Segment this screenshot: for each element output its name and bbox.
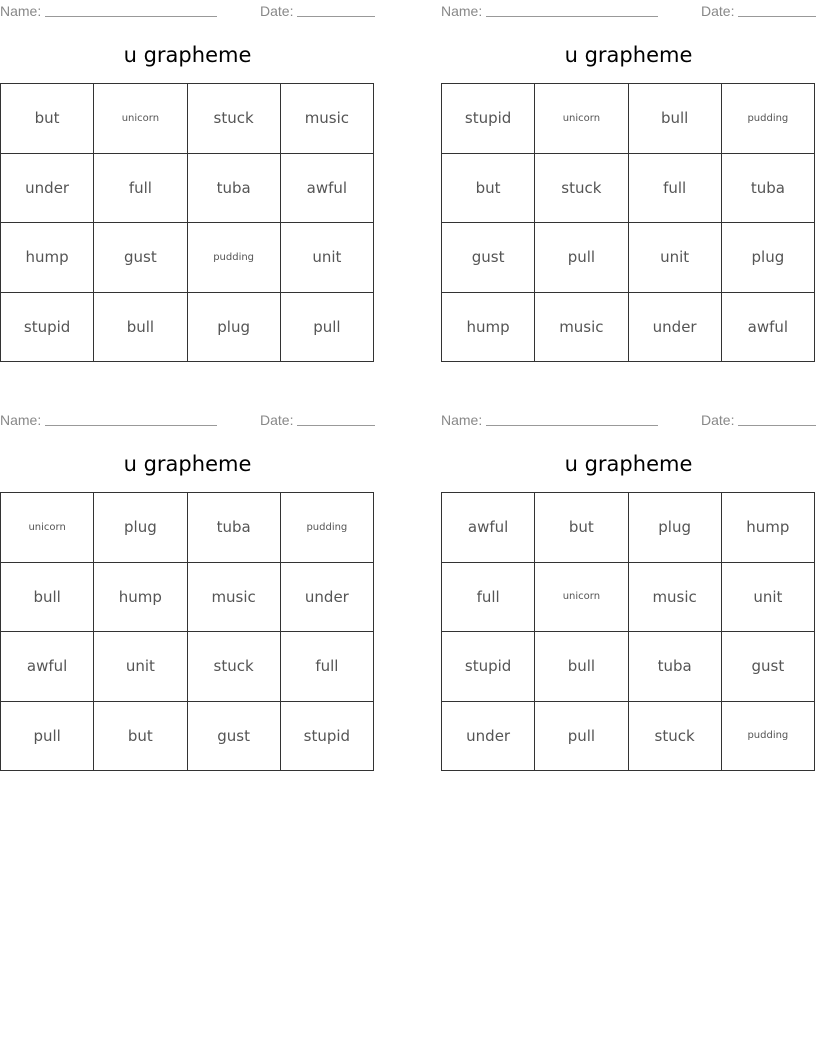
date-blank-line: [297, 425, 375, 426]
bingo-cell: pull: [1, 702, 94, 772]
name-blank-line: [486, 16, 658, 17]
bingo-cell: music: [535, 293, 628, 363]
bingo-cell: but: [442, 154, 535, 224]
bingo-cell: hump: [94, 563, 187, 633]
bingo-cell: unicorn: [535, 563, 628, 633]
bingo-cell: music: [188, 563, 281, 633]
bingo-cell: stuck: [188, 632, 281, 702]
name-label: Name:: [0, 412, 42, 428]
bingo-cell: gust: [722, 632, 815, 702]
bingo-cell: unicorn: [1, 493, 94, 563]
bingo-cell: tuba: [188, 154, 281, 224]
bingo-cell: stupid: [442, 84, 535, 154]
bingo-cell: music: [281, 84, 374, 154]
bingo-cell: pudding: [722, 702, 815, 772]
bingo-cell: hump: [1, 223, 94, 293]
date-blank-line: [738, 16, 816, 17]
bingo-cell: awful: [1, 632, 94, 702]
bingo-cell: unit: [281, 223, 374, 293]
name-date-header: [0, 2, 375, 20]
bingo-cell: tuba: [188, 493, 281, 563]
bingo-cell: stupid: [442, 632, 535, 702]
bingo-cell: stuck: [188, 84, 281, 154]
bingo-cell: pudding: [281, 493, 374, 563]
bingo-cell: gust: [442, 223, 535, 293]
bingo-cell: awful: [442, 493, 535, 563]
bingo-cell: tuba: [722, 154, 815, 224]
bingo-cell: but: [94, 702, 187, 772]
bingo-cell: under: [281, 563, 374, 633]
card-title: u grapheme: [564, 452, 693, 476]
bingo-cell: unicorn: [535, 84, 628, 154]
bingo-cell: awful: [722, 293, 815, 363]
bingo-cell: hump: [722, 493, 815, 563]
bingo-cell: pull: [281, 293, 374, 363]
date-blank-line: [738, 425, 816, 426]
name-blank-line: [45, 16, 217, 17]
name-label: Name:: [441, 3, 483, 19]
date-label: Date:: [701, 3, 735, 19]
bingo-cell: awful: [281, 154, 374, 224]
bingo-cell: pull: [535, 702, 628, 772]
bingo-cell: stuck: [629, 702, 722, 772]
bingo-card: [441, 409, 816, 745]
bingo-cell: under: [629, 293, 722, 363]
bingo-cell: gust: [94, 223, 187, 293]
bingo-cell: bull: [1, 563, 94, 633]
name-blank-line: [486, 425, 658, 426]
name-date-header: [441, 411, 816, 429]
date-label: Date:: [260, 3, 294, 19]
bingo-cell: full: [442, 563, 535, 633]
bingo-cell: but: [535, 493, 628, 563]
bingo-cell: unit: [94, 632, 187, 702]
bingo-cell: pudding: [722, 84, 815, 154]
bingo-cell: full: [281, 632, 374, 702]
bingo-cell: unit: [722, 563, 815, 633]
bingo-cell: gust: [188, 702, 281, 772]
date-label: Date:: [701, 412, 735, 428]
bingo-cell: under: [1, 154, 94, 224]
bingo-cell: pull: [535, 223, 628, 293]
bingo-grid: [441, 492, 815, 771]
bingo-cell: stuck: [535, 154, 628, 224]
bingo-grid: [0, 83, 374, 362]
name-label: Name:: [441, 412, 483, 428]
bingo-cell: plug: [94, 493, 187, 563]
bingo-cell: pudding: [188, 223, 281, 293]
bingo-cell: full: [94, 154, 187, 224]
bingo-cell: under: [442, 702, 535, 772]
name-label: Name:: [0, 3, 42, 19]
bingo-cell: bull: [629, 84, 722, 154]
bingo-cell: hump: [442, 293, 535, 363]
bingo-cell: bull: [94, 293, 187, 363]
card-title: u grapheme: [123, 452, 252, 476]
bingo-grid: [441, 83, 815, 362]
bingo-cell: plug: [188, 293, 281, 363]
bingo-cell: music: [629, 563, 722, 633]
name-date-header: [0, 411, 375, 429]
bingo-cell: plug: [722, 223, 815, 293]
card-title: u grapheme: [123, 43, 252, 67]
date-blank-line: [297, 16, 375, 17]
bingo-cell: tuba: [629, 632, 722, 702]
bingo-card: [441, 0, 816, 336]
bingo-cell: stupid: [281, 702, 374, 772]
bingo-cell: unicorn: [94, 84, 187, 154]
name-blank-line: [45, 425, 217, 426]
bingo-cell: full: [629, 154, 722, 224]
bingo-card: [0, 409, 375, 745]
bingo-grid: [0, 492, 374, 771]
bingo-cell: stupid: [1, 293, 94, 363]
card-title: u grapheme: [564, 43, 693, 67]
name-date-header: [441, 2, 816, 20]
bingo-cell: unit: [629, 223, 722, 293]
bingo-card: [0, 0, 375, 336]
bingo-cell: but: [1, 84, 94, 154]
bingo-cell: bull: [535, 632, 628, 702]
bingo-cell: plug: [629, 493, 722, 563]
date-label: Date:: [260, 412, 294, 428]
